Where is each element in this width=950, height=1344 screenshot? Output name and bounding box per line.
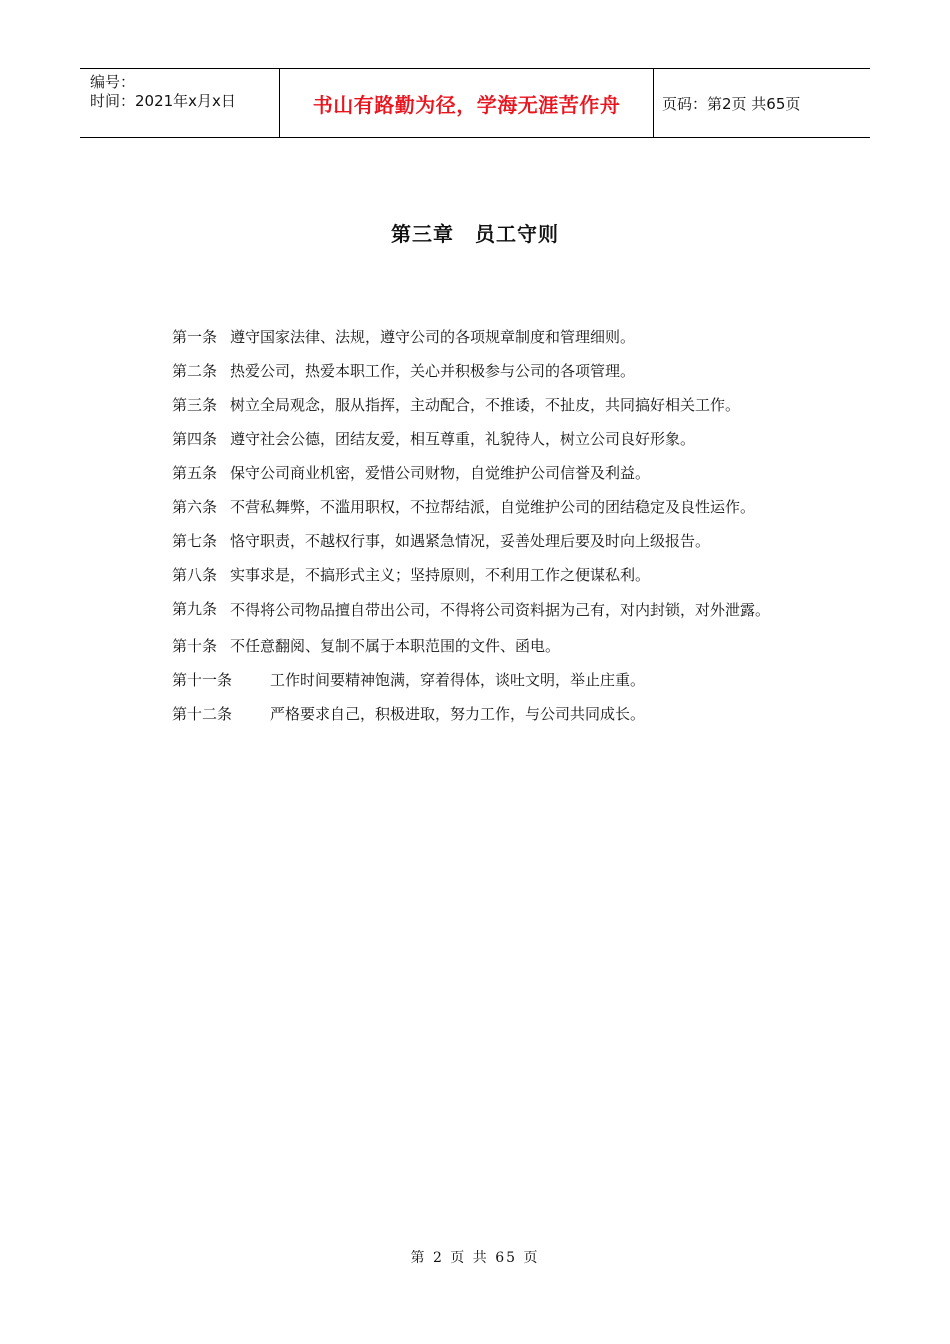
article-number: 第十一条 [172, 671, 233, 689]
article-text: 严格要求自己，积极进取，努力工作，与公司共同成长。 [270, 705, 646, 723]
page-footer: 第 2 页 共 65 页 [410, 1250, 540, 1266]
article-text: 不营私舞弊，不滥用职权，不拉帮结派，自觉维护公司的团结稳定及良性运作。 [230, 498, 756, 516]
header-page-info: 页码：第2页 共65页 [662, 94, 801, 113]
article-item [172, 354, 832, 388]
article-item [172, 697, 832, 731]
article-number: 第一条 [172, 328, 218, 346]
article-text: 树立全局观念，服从指挥，主动配合，不推诿，不扯皮，共同搞好相关工作。 [230, 396, 741, 414]
article-item [172, 456, 832, 490]
article-item [172, 558, 832, 592]
article-text: 工作时间要精神饱满，穿着得体，谈吐文明，举止庄重。 [270, 671, 646, 689]
article-number: 第五条 [172, 464, 218, 482]
article-number: 第四条 [172, 430, 218, 448]
header-meta [80, 69, 280, 137]
article-item [172, 490, 832, 524]
article-text: 实事求是，不搞形式主义；坚持原则，不利用工作之便谋私利。 [230, 566, 651, 584]
article-text: 不得将公司物品擅自带出公司，不得将公司资料据为己有，对内封锁，对外泄露。 [230, 601, 771, 619]
chapter-title: 第三章 员工守则 [391, 222, 559, 246]
article-item [172, 524, 832, 558]
article-number: 第七条 [172, 532, 218, 550]
header-motto: 书山有路勤为径，学海无涯苦作舟 [280, 69, 654, 137]
article-item [172, 663, 832, 697]
article-text: 遵守社会公德，团结友爱，相互尊重，礼貌待人，树立公司良好形象。 [230, 430, 696, 448]
article-number: 第十二条 [172, 705, 233, 723]
article-text: 不任意翻阅、复制不属于本职范围的文件、函电。 [230, 637, 561, 655]
article-number: 第二条 [172, 362, 218, 380]
article-item [172, 592, 832, 629]
article-text: 保守公司商业机密，爱惜公司财物，自觉维护公司信誉及利益。 [230, 464, 651, 482]
document-time: 时间：2021年x月x日 [90, 92, 236, 110]
article-item [172, 388, 832, 422]
article-number: 第十条 [172, 637, 218, 655]
article-item [172, 320, 832, 354]
article-number: 第六条 [172, 498, 218, 516]
article-number: 第三条 [172, 396, 218, 414]
article-item [172, 629, 832, 663]
article-item [172, 422, 832, 456]
article-number: 第九条 [172, 600, 218, 618]
document-number-label: 编号： [90, 73, 136, 91]
article-text: 热爱公司，热爱本职工作，关心并积极参与公司的各项管理。 [230, 362, 636, 380]
article-text: 遵守国家法律、法规，遵守公司的各项规章制度和管理细则。 [230, 328, 636, 346]
article-list [172, 320, 832, 731]
document-header [80, 68, 870, 138]
article-number: 第八条 [172, 566, 218, 584]
article-text: 恪守职责，不越权行事，如遇紧急情况，妥善处理后要及时向上级报告。 [230, 532, 711, 550]
